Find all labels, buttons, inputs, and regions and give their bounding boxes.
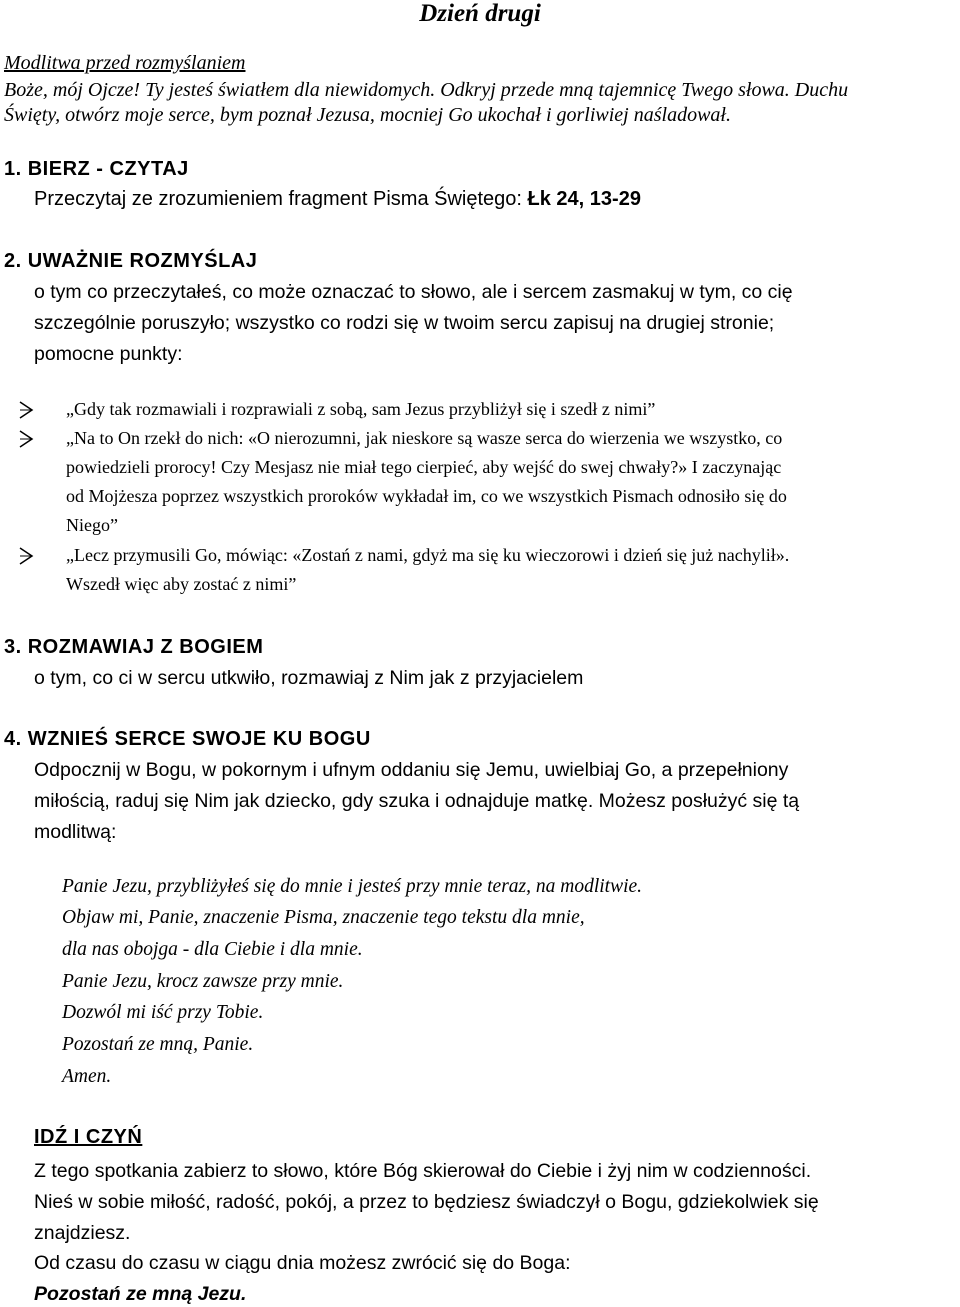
section2-line: pomocne punkty: (34, 343, 183, 365)
closing-prayer: Pozostań ze mną Jezu. (34, 1283, 247, 1305)
section2-line: szczególnie poruszyło; wszystko co rodzi się w twoim sercu zapisuj na drugiej stronie; (34, 312, 775, 334)
ending-heading: IDŹ I CZYŃ (34, 1126, 143, 1148)
bullet-line: Wszedł więc aby zostać z nimi” (66, 574, 297, 594)
scripture-reference: Łk 24, 13-29 (527, 188, 641, 210)
ending-line: Z tego spotkania zabierz to słowo, które Bóg skierował do Ciebie i żyj nim w codzienności. (34, 1160, 812, 1182)
bullet-line: Niego” (66, 515, 118, 535)
section2-heading: 2. UWAŻNIE ROZMYŚLAJ (4, 250, 258, 272)
bullet-line: „Gdy tak rozmawiali i rozprawiali z sobą, sam Jezus przybliżył się i szedł z nimi” (66, 399, 656, 419)
ending-line: znajdziesz. (34, 1222, 131, 1244)
section2-line: o tym co przeczytałeś, co może oznaczać to słowo, ale i sercem zasmakuj w tym, co cię (34, 281, 793, 303)
section1-text (34, 188, 641, 211)
poem-line: Amen. (62, 1066, 112, 1087)
section3-heading: 3. ROZMAWIAJ Z BOGIEM (4, 636, 264, 658)
bullet-line: od Mojżesza poprzez wszystkich proroków wykładał im, co we wszystkich Pismach odnosiło się do (66, 486, 787, 506)
poem-line: dla nas obojga - dla Ciebie i dla mnie. (62, 939, 363, 960)
section4-line: miłością, raduj się Nim jak dziecko, gdy szuka i odnajduje matkę. Możesz posłużyć się tą (34, 790, 800, 812)
ending-line: Od czasu do czasu w ciągu dnia możesz zwrócić się do Boga: (34, 1252, 571, 1274)
prayer-line: Boże, mój Ojcze! Ty jesteś światłem dla niewidomych. Odkryj przede mną tajemnicę Twego słowa. Duchu (4, 79, 849, 101)
section3-text: o tym, co ci w sercu utkwiło, rozmawiaj z Nim jak z przyjacielem (34, 667, 584, 689)
prayer-line: Święty, otwórz moje serce, bym poznał Jezusa, mocniej Go ukochał i gorliwiej naśladował. (4, 104, 731, 126)
poem-line: Panie Jezu, przybliżyłeś się do mnie i jesteś przy mnie teraz, na modlitwie. (62, 876, 643, 897)
ending-line: Nieś w sobie miłość, radość, pokój, a przez to będziesz świadczył o Bogu, gdziekolwiek się (34, 1191, 819, 1213)
poem-line: Objaw mi, Panie, znaczenie Pisma, znaczenie tego tekstu dla mnie, (62, 907, 585, 928)
page-title: Dzień drugi (419, 0, 541, 27)
section4-line: Odpocznij w Bogu, w pokornym i ufnym oddaniu się Jemu, uwielbiaj Go, a przepełniony (34, 759, 789, 781)
arrow-bullet-icon (17, 399, 35, 421)
section1-instruction: Przeczytaj ze zrozumieniem fragment Pisma Świętego: (34, 188, 522, 210)
arrow-bullet-icon (17, 428, 35, 450)
section1-heading: 1. BIERZ - CZYTAJ (4, 158, 189, 180)
arrow-bullet-icon (17, 545, 35, 567)
poem-line: Panie Jezu, krocz zawsze przy mnie. (62, 971, 344, 992)
bullet-line: „Lecz przymusili Go, mówiąc: «Zostań z nami, gdyż ma się ku wieczorowi i dzień się już nachylił». (66, 545, 790, 565)
bullet-line: „Na to On rzekł do nich: «O nierozumni, jak nieskore są wasze serca do wierzenia we wszystko, co (66, 428, 783, 448)
prayer-heading: Modlitwa przed rozmyślaniem (4, 52, 246, 74)
poem-line: Pozostań ze mną, Panie. (62, 1034, 254, 1055)
section4-heading: 4. WZNIEŚ SERCE SWOJE KU BOGU (4, 728, 371, 750)
bullet-line: powiedzieli prorocy! Czy Mesjasz nie miał tego cierpieć, aby wejść do swej chwały?» I zaczynając (66, 457, 782, 477)
poem-line: Dozwól mi iść przy Tobie. (62, 1002, 264, 1023)
section4-line: modlitwą: (34, 821, 117, 843)
